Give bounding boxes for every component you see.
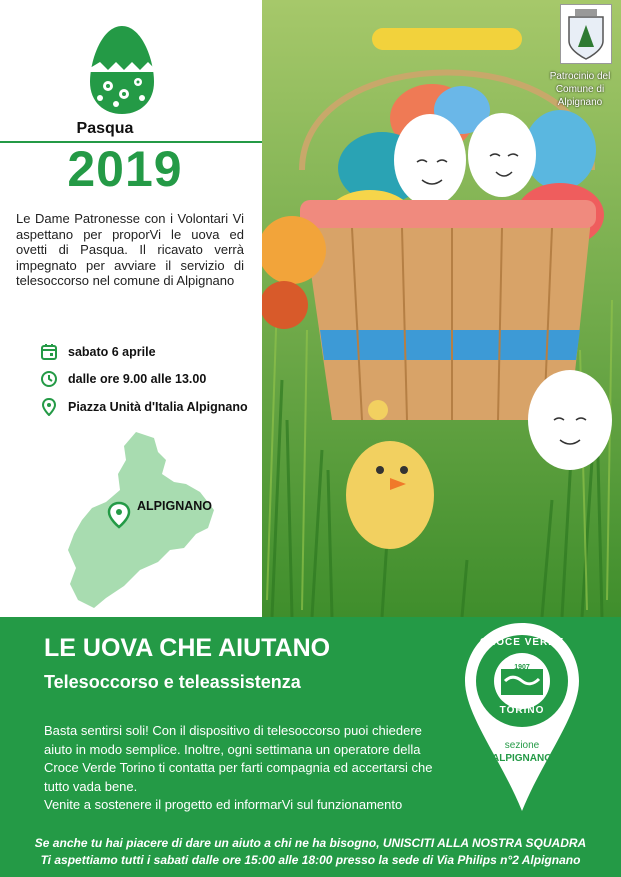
campaign-section [0, 617, 621, 877]
left-panel [0, 0, 270, 617]
patronage-text: Patrocinio del Comune di Alpignano [549, 71, 611, 108]
campaign-body [44, 722, 452, 815]
clock-icon [40, 370, 58, 388]
campaign-body-paragraph-1: Basta sentirsi soli! Con il dispositivo di telesoccorso puoi chiedere aiuto in modo semplice. Inoltre, ogni settimana un operatore della Croce Verde Torino ti contatta per farti compagnia ed accertarsi che tutto vada bene. [44, 723, 433, 794]
badge-section-name: ALPIGNANO [492, 753, 552, 764]
campaign-body-paragraph-2: Venite a sostenere il progetto ed informarVi sul funzionamento [44, 797, 403, 812]
easter-basket-photo [262, 0, 621, 617]
footer-text [0, 835, 621, 869]
intro-text: Le Dame Patronesse con i Volontari Vi aspettano per proporVi le uova ed ovetti di Pasqua. Il ricavato verrà impegnato per avviare il servizio di telesoccorso nel comune di Alpignano [16, 211, 244, 288]
date-text: sabato 6 aprile [68, 345, 156, 359]
footer-line-1: Se anche tu hai piacere di dare un aiuto a chi ne ha bisogno, UNISCITI ALLA NOSTRA SQUADRA [34, 836, 587, 850]
badge-year: 1907 [514, 664, 530, 671]
footer-line-2: Ti aspettiamo tutti i sabati dalle ore 15:00 alle 18:00 presso la sede di Via Philips n°2 Alpignano [40, 853, 581, 867]
map-label: ALPIGNANO [137, 499, 212, 513]
occasion-label: Pasqua [76, 120, 134, 137]
badge-top-text: CROCE VERDE [479, 637, 565, 648]
calendar-icon [40, 343, 58, 361]
crest-icon [561, 5, 611, 63]
map-pin-icon [107, 501, 131, 529]
campaign-title: LE UOVA CHE AIUTANO [44, 634, 331, 662]
year-title: 2019 [67, 141, 183, 197]
badge-section-label: sezione [504, 740, 540, 751]
municipality-crest-logo [560, 4, 612, 64]
piedmont-map [66, 430, 216, 610]
place-text: Piazza Unità d'Italia Alpignano [68, 400, 248, 414]
campaign-subtitle: Telesoccorso e teleassistenza [44, 672, 301, 692]
easter-egg-icon [88, 24, 156, 116]
badge-bottom-text: TORINO [499, 705, 545, 716]
time-text: dalle ore 9.00 alle 13.00 [68, 372, 207, 386]
croce-verde-badge [461, 619, 583, 815]
location-pin-icon [40, 398, 58, 416]
